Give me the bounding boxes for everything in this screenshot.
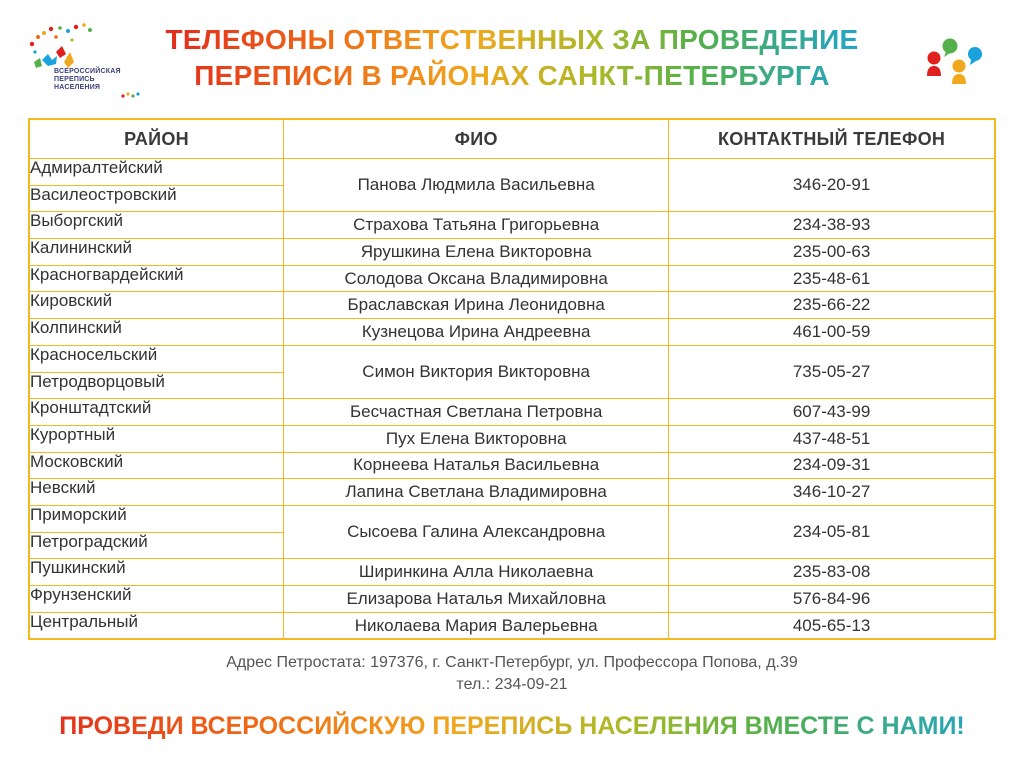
table-body	[29, 159, 995, 640]
people-speech-icon	[924, 36, 986, 86]
phone-cell: 346-20-91	[669, 159, 995, 212]
fio-cell: Сысоева Галина Александровна	[284, 505, 669, 558]
district-cell: Калининский	[29, 239, 284, 266]
table-row	[29, 159, 995, 186]
district-cell: Пушкинский	[29, 559, 284, 586]
phone-cell: 576-84-96	[669, 586, 995, 613]
phone-cell: 437-48-51	[669, 425, 995, 452]
fio-cell: Панова Людмила Васильевна	[284, 159, 669, 212]
fio-cell: Корнеева Наталья Васильевна	[284, 452, 669, 479]
column-header-district: РАЙОН	[29, 119, 284, 159]
table-row	[29, 425, 995, 452]
fio-cell: Симон Виктория Викторовна	[284, 345, 669, 398]
table-row	[29, 612, 995, 639]
people-logo	[924, 36, 986, 86]
phone-cell: 405-65-13	[669, 612, 995, 639]
district-cell: Красносельский	[29, 345, 284, 372]
district-cell: Московский	[29, 452, 284, 479]
table-row	[29, 319, 995, 346]
fio-cell: Кузнецова Ирина Андреевна	[284, 319, 669, 346]
logo-text-line3: НАСЕЛЕНИЯ	[54, 84, 101, 91]
district-cell: Кировский	[29, 292, 284, 319]
district-cell: Приморский	[29, 505, 284, 532]
district-cell: Адмиралтейский	[29, 159, 284, 186]
logo-text-line2: ПЕРЕПИСЬ	[54, 76, 95, 83]
district-cell: Красногвардейский	[29, 265, 284, 292]
table-header-row	[29, 119, 995, 159]
fio-cell: Ширинкина Алла Николаевна	[284, 559, 669, 586]
district-cell: Центральный	[29, 612, 284, 639]
fio-cell: Бесчастная Светлана Петровна	[284, 399, 669, 426]
table-row	[29, 559, 995, 586]
table-row	[29, 265, 995, 292]
table-row	[29, 586, 995, 613]
district-cell: Петроградский	[29, 532, 284, 559]
district-cell: Кронштадтский	[29, 399, 284, 426]
fio-cell: Елизарова Наталья Михайловна	[284, 586, 669, 613]
phone-cell: 235-83-08	[669, 559, 995, 586]
district-cell: Невский	[29, 479, 284, 506]
fio-cell: Солодова Оксана Владимировна	[284, 265, 669, 292]
column-header-fio: ФИО	[284, 119, 669, 159]
phone-cell: 235-00-63	[669, 239, 995, 266]
district-cell: Фрунзенский	[29, 586, 284, 613]
phone-cell: 235-66-22	[669, 292, 995, 319]
logo-text-line1: ВСЕРОССИЙСКАЯ	[54, 68, 121, 75]
address-line: Адрес Петростата: 197376, г. Санкт-Петербург, ул. Профессора Попова, д.39	[226, 654, 798, 671]
table-row	[29, 212, 995, 239]
phone-cell: 461-00-59	[669, 319, 995, 346]
title-line-2: ПЕРЕПИСИ В РАЙОНАХ САНКТ-ПЕТЕРБУРГА	[140, 58, 884, 94]
footer-slogan: ПРОВЕДИ ВСЕРОССИЙСКУЮ ПЕРЕПИСЬ НАСЕЛЕНИЯ ВМЕСТЕ С НАМИ!	[0, 708, 1024, 744]
table-row	[29, 345, 995, 372]
address-phone: тел.: 234-09-21	[456, 676, 568, 693]
district-cell: Василеостровский	[29, 185, 284, 212]
district-cell: Петродворцовый	[29, 372, 284, 399]
phone-cell: 346-10-27	[669, 479, 995, 506]
census-logo	[26, 22, 146, 102]
phone-cell: 607-43-99	[669, 399, 995, 426]
district-cell: Выборгский	[29, 212, 284, 239]
title-line-1: ТЕЛЕФОНЫ ОТВЕТСТВЕННЫХ ЗА ПРОВЕДЕНИЕ	[140, 22, 884, 58]
table-row	[29, 399, 995, 426]
page-title	[140, 22, 884, 94]
fio-cell: Браславская Ирина Леонидовна	[284, 292, 669, 319]
phone-cell: 234-38-93	[669, 212, 995, 239]
column-header-phone: КОНТАКТНЫЙ ТЕЛЕФОН	[669, 119, 995, 159]
table-row	[29, 479, 995, 506]
fio-cell: Лапина Светлана Владимировна	[284, 479, 669, 506]
fio-cell: Ярушкина Елена Викторовна	[284, 239, 669, 266]
fio-cell: Пух Елена Викторовна	[284, 425, 669, 452]
table-row	[29, 292, 995, 319]
table-row	[29, 239, 995, 266]
census-logo-text	[54, 68, 121, 92]
table-row	[29, 452, 995, 479]
phone-cell: 735-05-27	[669, 345, 995, 398]
address-block	[0, 652, 1024, 696]
contacts-table	[28, 118, 996, 640]
fio-cell: Страхова Татьяна Григорьевна	[284, 212, 669, 239]
district-cell: Курортный	[29, 425, 284, 452]
table-row	[29, 505, 995, 532]
fio-cell: Николаева Мария Валерьевна	[284, 612, 669, 639]
phone-cell: 234-09-31	[669, 452, 995, 479]
phone-cell: 235-48-61	[669, 265, 995, 292]
district-cell: Колпинский	[29, 319, 284, 346]
phone-cell: 234-05-81	[669, 505, 995, 558]
